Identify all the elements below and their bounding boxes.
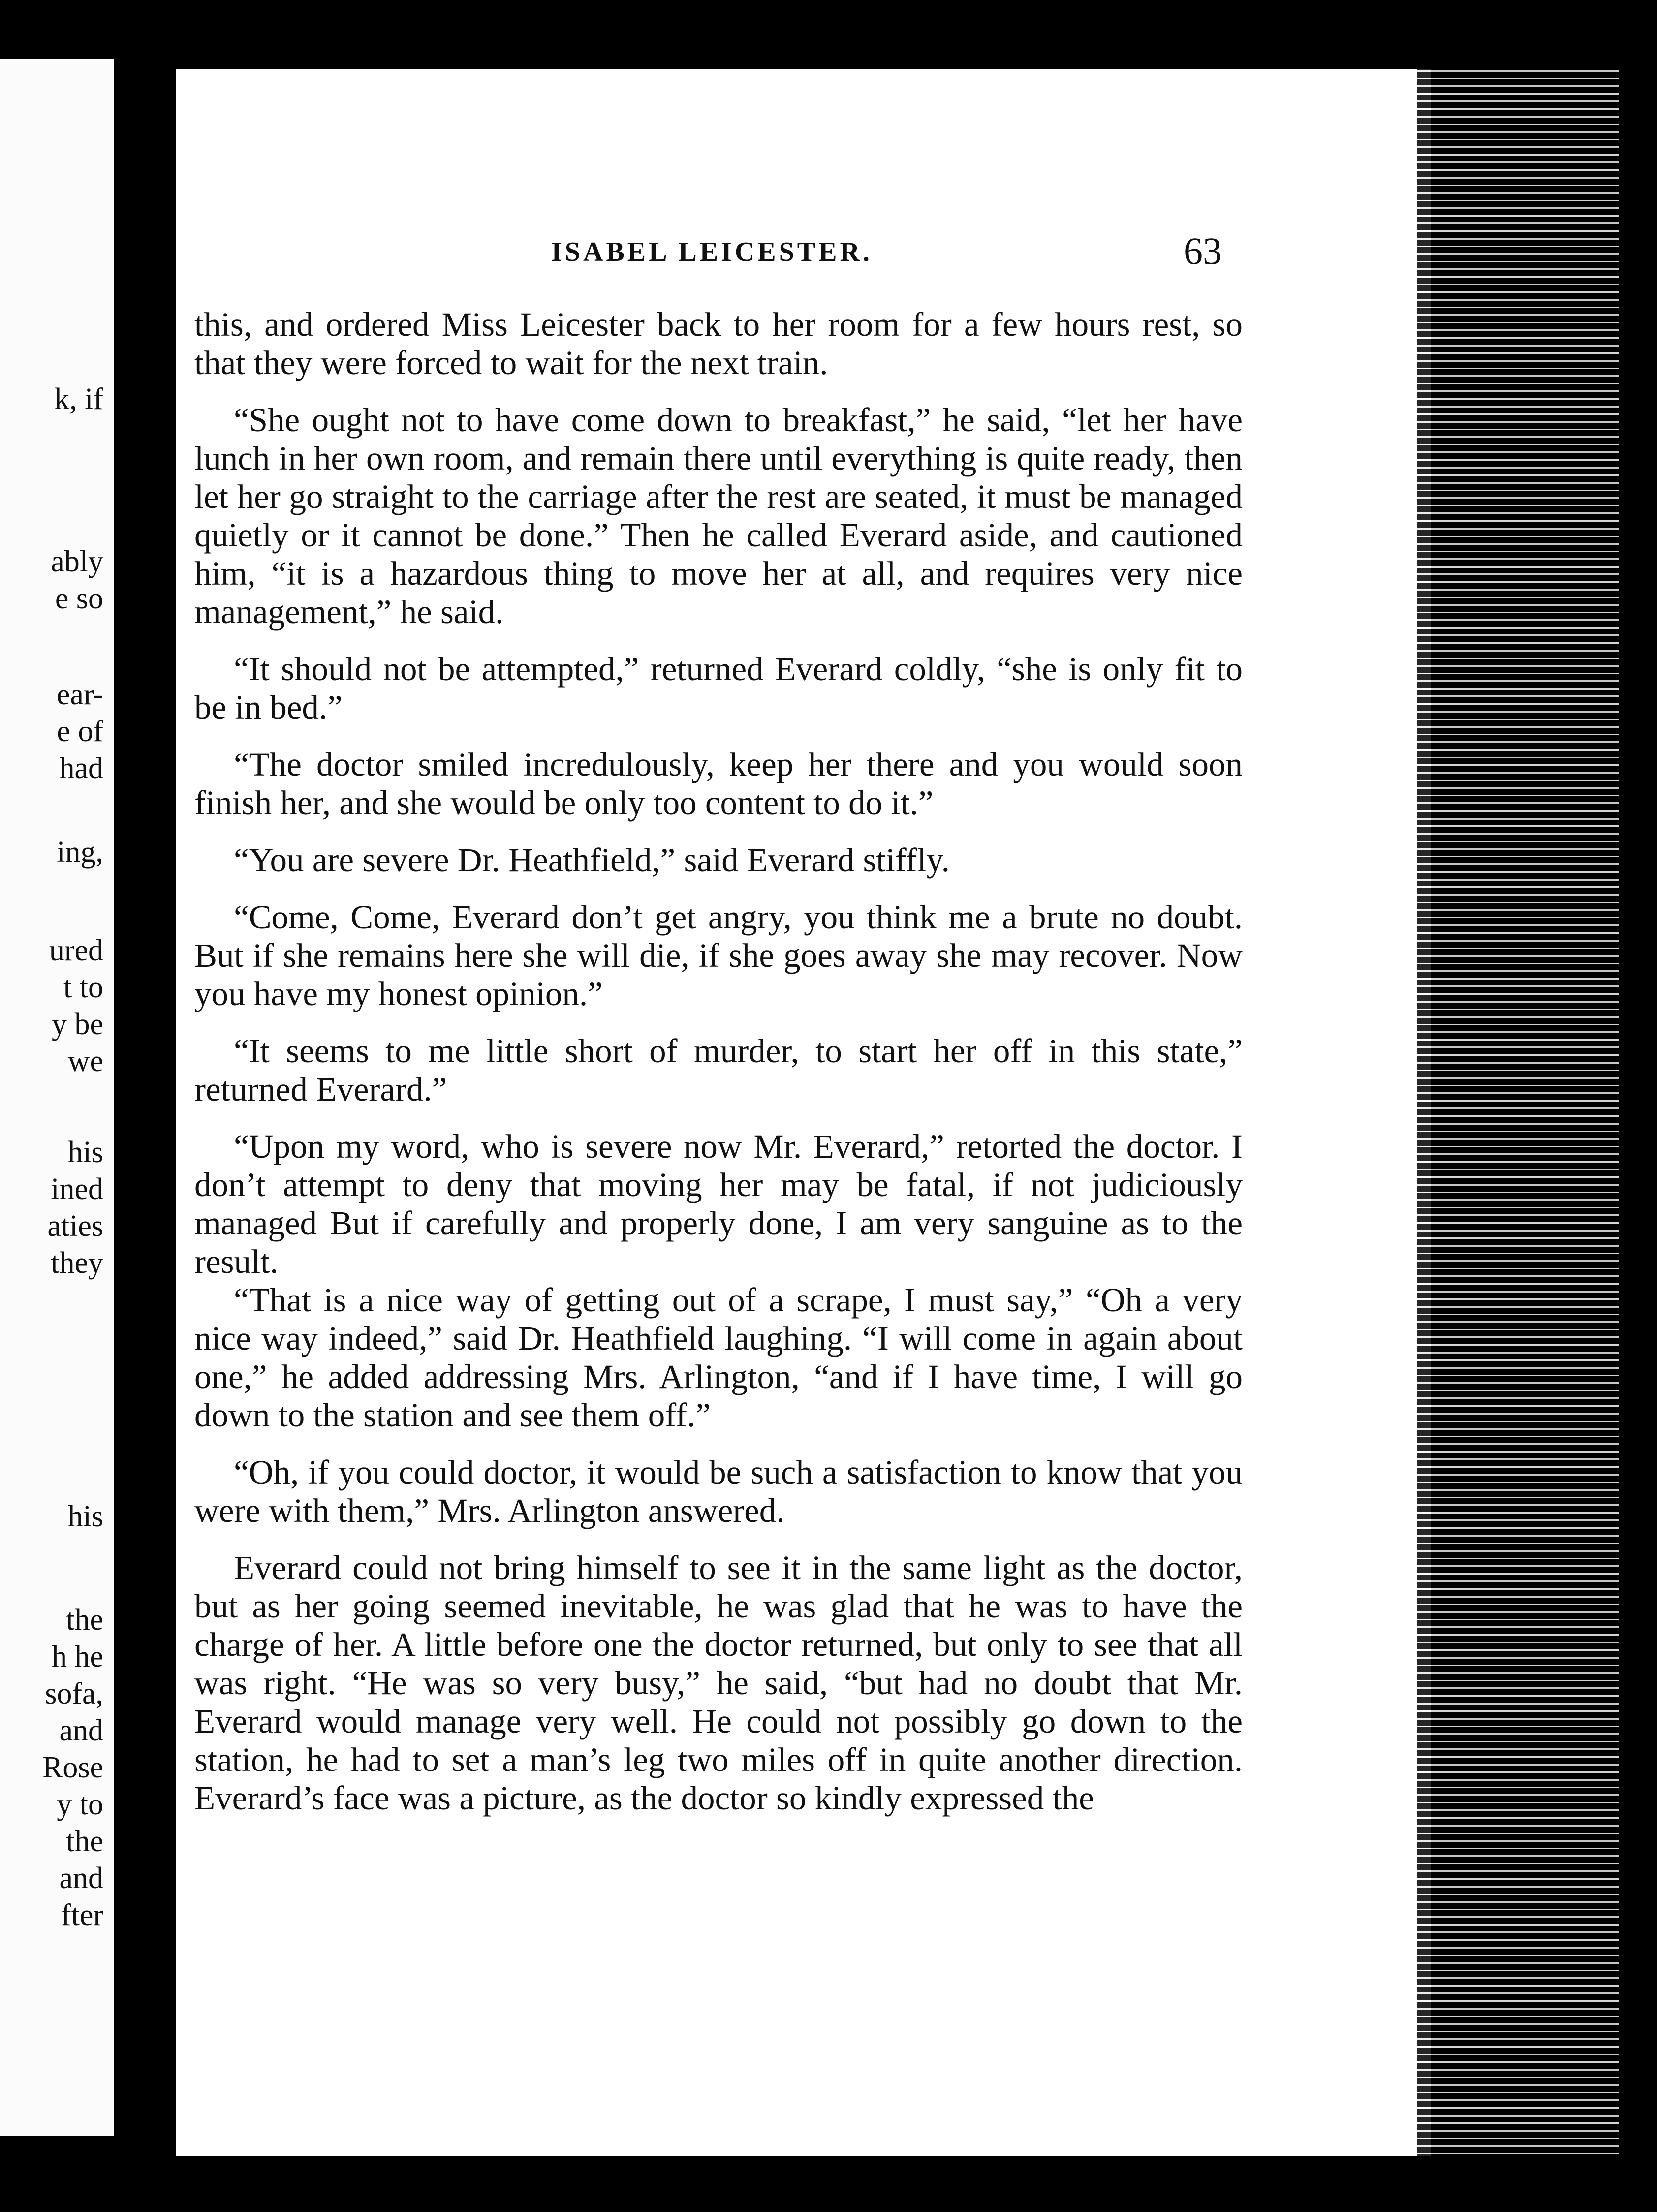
- paragraph: this, and ordered Miss Leicester back to her room for a few hours rest, so that they were forced to wait for the next train.: [194, 306, 1243, 381]
- left-page-line: t to: [63, 971, 103, 1004]
- page-number: 63: [1184, 229, 1222, 272]
- left-page-line: the: [66, 1825, 103, 1858]
- left-page-line: Rose: [42, 1751, 103, 1784]
- paragraph: “Oh, if you could doctor, it would be such a satisfaction to know that you were with them,” Mrs. Arlington answered.: [194, 1454, 1243, 1529]
- adjacent-left-page: [0, 59, 114, 2136]
- paragraph: “You are severe Dr. Heathfield,” said Everard stiffly.: [234, 841, 950, 879]
- paragraph: “It should not be attempted,” returned Everard coldly, “she is only fit to be in bed.”: [194, 650, 1243, 726]
- left-page-line: h he: [51, 1640, 103, 1674]
- left-page-line: k, if: [54, 382, 103, 416]
- running-title: ISABEL LEICESTER.: [551, 237, 873, 267]
- left-page-line: sofa,: [45, 1677, 103, 1710]
- page-edge-scan-noise: [1417, 64, 1619, 2156]
- left-page-line: had: [59, 752, 103, 785]
- left-page-line: aties: [47, 1209, 103, 1243]
- left-page-line: ably: [51, 545, 103, 578]
- paragraph: “That is a nice way of getting out of a scrape, I must say,” “Oh a very nice way indeed,” said Dr. Heathfield laughing. “I will come in again about one,” he added addressing Mrs. Arlington, “and if I have time, I will go down to the station and see them off.”: [194, 1281, 1243, 1434]
- left-page-line: y to: [57, 1788, 103, 1821]
- left-page-line: and: [59, 1714, 103, 1747]
- left-page-line: they: [51, 1246, 103, 1280]
- paragraph: “Come, Come, Everard don’t get angry, you think me a brute no doubt. But if she remains here she will die, if she goes away she may recover. Now you have my honest opinion.”: [194, 898, 1243, 1012]
- left-page-line: ear-: [56, 678, 103, 711]
- left-page-line: e of: [57, 715, 103, 748]
- left-page-line: e so: [55, 582, 103, 615]
- paragraph: “It seems to me little short of murder, to start her off in this state,” returned Everard.”: [194, 1032, 1243, 1108]
- left-page-line: and: [59, 1862, 103, 1895]
- paragraph: Everard could not bring himself to see it in the same light as the doctor, but as her going seemed inevitable, he was glad that he was to have the charge of her. A little before one the doctor returned, but only to see that all was right. “He was so very busy,” he said, “but had no doubt that Mr. Everard would manage very well. He could not possibly go down to the station, he had to set a man’s leg two miles off in quite another direction. Everard’s face was a picture, as the doctor so kindly expressed the: [194, 1549, 1243, 1817]
- body-text: [194, 305, 1243, 1836]
- left-page-line: the: [66, 1603, 103, 1637]
- left-page-line: y be: [51, 1008, 103, 1041]
- paragraph: “The doctor smiled incredulously, keep her there and you would soon finish her, and she would be only too content to do it.”: [194, 746, 1243, 822]
- left-page-line: ing,: [57, 835, 103, 869]
- left-page-line: ined: [51, 1172, 103, 1206]
- left-page-line: his: [67, 1500, 103, 1533]
- paragraph: “She ought not to have come down to breakfast,” he said, “let her have lunch in her own room, and remain there until everything is quite ready, then let her go straight to the carriage after the rest are seated, it must be managed quietly or it cannot be done.” Then he called Everard aside, and cautioned him, “it is a hazardous thing to move her at all, and requires very nice management,” he said.: [194, 401, 1243, 631]
- left-page-line: his: [67, 1136, 103, 1169]
- paragraph: “Upon my word, who is severe now Mr. Everard,” retorted the doctor. I don’t attempt to deny that moving her may be fatal, if not judiciously managed But if carefully and properly done, I am very sanguine as to the result.: [194, 1128, 1243, 1280]
- left-page-line: we: [67, 1044, 103, 1078]
- left-page-line: ured: [49, 934, 103, 967]
- left-page-line: fter: [61, 1898, 103, 1932]
